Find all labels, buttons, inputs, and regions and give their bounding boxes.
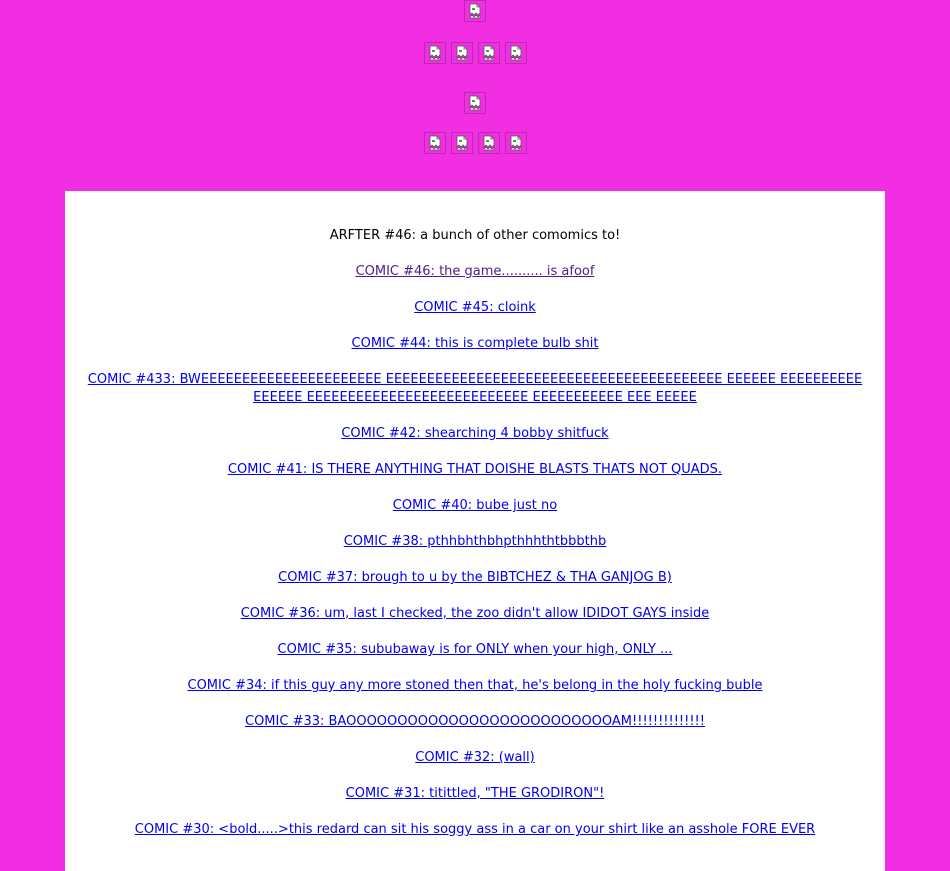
comic-link[interactable]: COMIC #38: pthhbhthbhpthhhthtbbbthb <box>343 534 607 549</box>
comic-link[interactable]: COMIC #37: brough to u by the BIBTCHEZ & THA GANJOG B) <box>278 570 672 585</box>
comic-link[interactable]: COMIC #44: this is complete bulb shit <box>351 336 599 351</box>
comic-link[interactable]: COMIC #45: cloink <box>414 300 536 315</box>
intro-text: ARFTER #46: a bunch of other comomics to! <box>329 228 621 243</box>
comic-link[interactable]: COMIC #40: bube just no <box>392 498 558 513</box>
broken-image-icon[interactable] <box>464 92 486 114</box>
image-row-3 <box>0 92 950 116</box>
comic-link[interactable]: COMIC #33: BAOOOOOOOOOOOOOOOOOOOOOOOOOOAM!!!!!!!!!!!!!! <box>245 714 705 729</box>
broken-image-icon[interactable] <box>478 132 500 154</box>
comic-link[interactable]: COMIC #32: (wall) <box>415 750 535 765</box>
broken-image-icon[interactable] <box>505 132 527 154</box>
broken-image-icon[interactable] <box>478 42 500 64</box>
comic-link[interactable]: COMIC #30: <bold.....>this redard can sit his soggy ass in a car on your shirt like an asshole FORE EVER <box>134 822 816 837</box>
comic-link[interactable]: COMIC #35: sububaway is for ONLY when your high, ONLY ... <box>277 642 673 657</box>
broken-image-icon[interactable] <box>464 0 486 22</box>
comic-link[interactable]: COMIC #31: titittled, "THE GRODIRON"! <box>345 786 605 801</box>
comic-link-list <box>65 263 885 839</box>
broken-image-icon[interactable] <box>451 132 473 154</box>
image-row-2 <box>0 42 950 66</box>
broken-image-icon[interactable] <box>424 132 446 154</box>
broken-image-icon[interactable] <box>451 42 473 64</box>
header-image-banner <box>0 0 950 156</box>
comic-link[interactable]: COMIC #433: BWEEEEEEEEEEEEEEEEEEEEEE EEEEEEEEEEEEEEEEEEEEEEEEEEEEEEEEEEEEEEEEE EEEEEE EEEEEEEEEE EEEEEE EEEEEEEEEEEEEEEEEEEEEEEEEEE EEEEEEEEEEE EEE EEEEE <box>87 372 863 405</box>
comic-link[interactable]: COMIC #42: shearching 4 bobby shitfuck <box>341 426 609 441</box>
broken-image-icon[interactable] <box>505 42 527 64</box>
comic-list-panel <box>65 191 885 871</box>
broken-image-icon[interactable] <box>424 42 446 64</box>
comic-link[interactable]: COMIC #41: IS THERE ANYTHING THAT DOISHE BLASTS THATS NOT QUADS. <box>227 462 723 477</box>
comic-link[interactable]: COMIC #36: um, last I checked, the zoo didn't allow IDIDOT GAYS inside <box>240 606 710 621</box>
image-row-1 <box>0 0 950 24</box>
comic-link[interactable]: COMIC #34: if this guy any more stoned then that, he's belong in the holy fucking buble <box>187 678 763 693</box>
image-row-4 <box>0 132 950 156</box>
comic-link[interactable]: COMIC #46: the game.......... is afoof <box>355 264 595 279</box>
